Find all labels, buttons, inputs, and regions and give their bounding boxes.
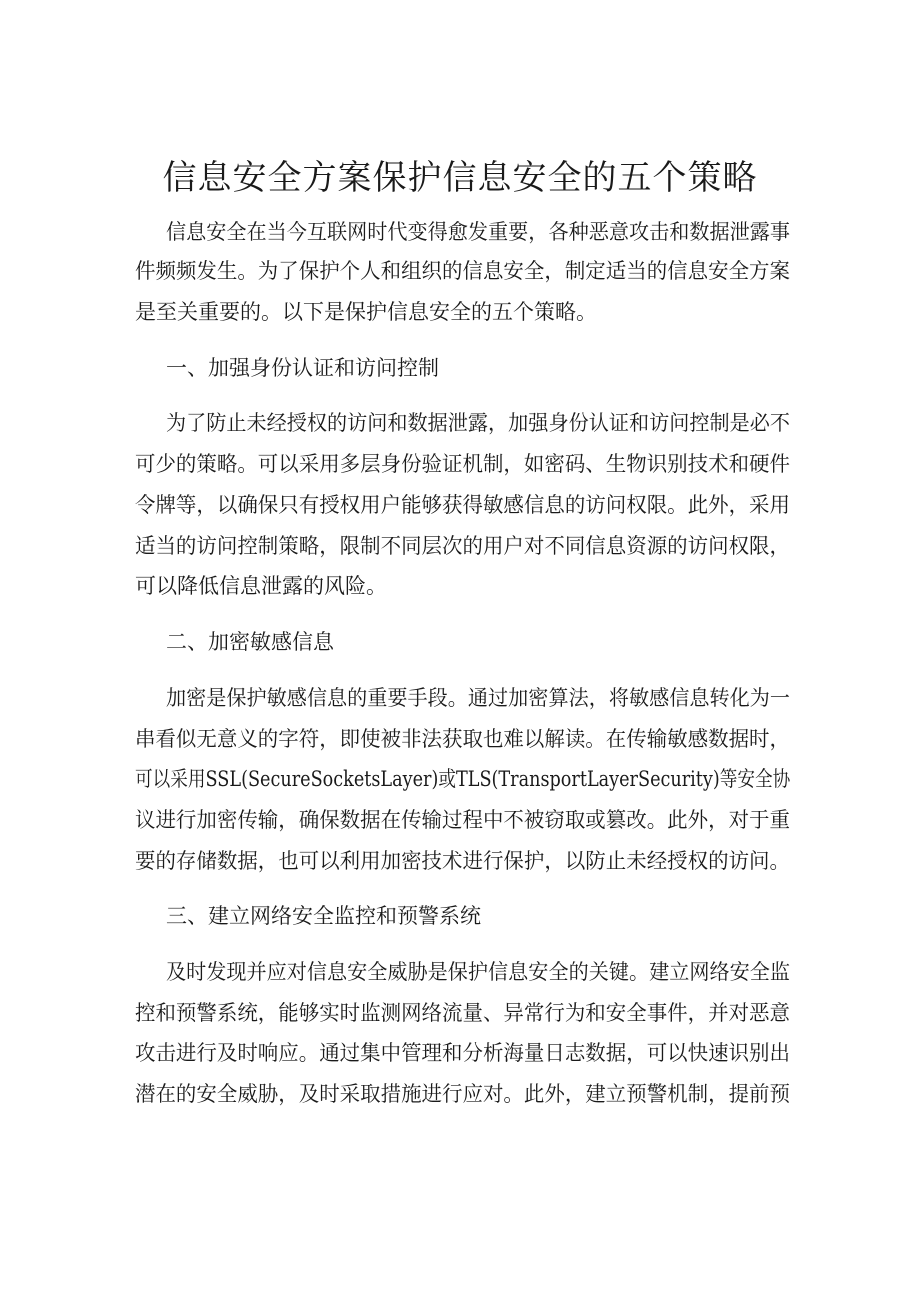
intro-line: 信息安全在当今互联网时代变得愈发重要，各种恶意攻击和数据泄露事: [166, 220, 790, 244]
document-title: 信息安全方案保护信息安全的五个策略: [162, 158, 758, 198]
paragraph-line: 令牌等，以确保只有授权用户能够获得敏感信息的访问权限。此外，采用: [135, 493, 790, 517]
intro-line: 件频频发生。为了保护个人和组织的信息安全，制定适当的信息安全方案: [135, 259, 790, 283]
section-heading: 一、加强身份认证和访问控制: [166, 356, 439, 380]
section-heading: 二、加密敏感信息: [166, 630, 334, 654]
intro-line: 是至关重要的。以下是保护信息安全的五个策略。: [135, 300, 597, 324]
paragraph-line: 议进行加密传输，确保数据在传输过程中不被窃取或篡改。此外，对于重: [135, 808, 790, 832]
paragraph-line: 串看似无意义的字符，即使被非法获取也难以解读。在传输敏感数据时，: [135, 727, 790, 751]
paragraph-line: 及时发现并应对信息安全威胁是保护信息安全的关键。建立网络安全监: [166, 960, 790, 984]
paragraph-line: 可少的策略。可以采用多层身份验证机制，如密码、生物识别技术和硬件: [135, 452, 790, 476]
paragraph-line: 攻击进行及时响应。通过集中管理和分析海量日志数据，可以快速识别出: [135, 1041, 790, 1065]
paragraph-line: 潜在的安全威胁，及时采取措施进行应对。此外，建立预警机制，提前预: [135, 1082, 790, 1106]
paragraph-line: 要的存储数据，也可以利用加密技术进行保护，以防止未经授权的访问。: [135, 849, 790, 873]
paragraph-line: 适当的访问控制策略，限制不同层次的用户对不同信息资源的访问权限，: [135, 534, 790, 558]
section-heading: 三、建立网络安全监控和预警系统: [166, 904, 481, 928]
paragraph-line: 为了防止未经授权的访问和数据泄露，加强身份认证和访问控制是必不: [166, 411, 790, 435]
paragraph-line: 加密是保护敏感信息的重要手段。通过加密算法，将敏感信息转化为一: [166, 686, 790, 710]
paragraph-line: 控和预警系统，能够实时监测网络流量、异常行为和安全事件，并对恶意: [135, 1001, 790, 1025]
paragraph-line: 可以采用SSL(SecureSocketsLayer)或TLS(TransportLayerSecurity)等安全协: [135, 767, 791, 791]
paragraph-line: 可以降低信息泄露的风险。: [135, 574, 387, 598]
